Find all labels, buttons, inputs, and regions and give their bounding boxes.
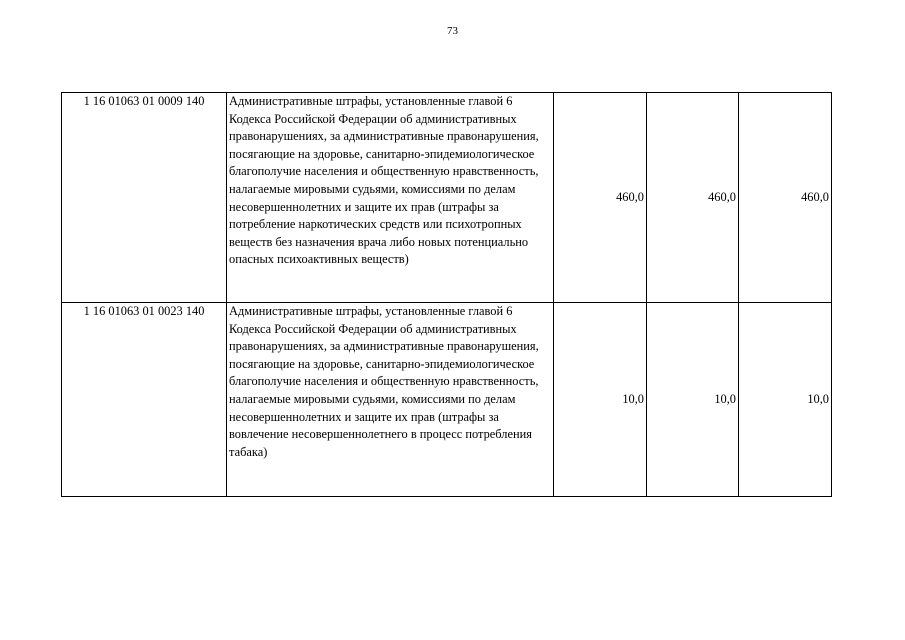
page-number: 73 [447, 25, 458, 37]
amount-cell-year-1: 10,0 [554, 303, 647, 497]
budget-code-cell: 1 16 01063 01 0009 140 [62, 93, 227, 303]
description-cell: Административные штрафы, установленные главой 6 Кодекса Российской Федерации об административных правонарушениях, за административные правонарушения, посягающие на здоровье, санитарно-эпидемиологическое благополучие населения и общественную нравственность, налагаемые мировыми судьями, комиссиями по делам несовершеннолетних и защите их прав (штрафы за вовлечение несовершеннолетнего в процесс потребления табака) [227, 303, 554, 497]
table-row [62, 303, 832, 497]
table-row [62, 93, 832, 303]
amount-cell-year-2: 460,0 [647, 93, 739, 303]
budget-table [61, 92, 832, 497]
description-cell: Административные штрафы, установленные главой 6 Кодекса Российской Федерации об административных правонарушениях, за административные правонарушения, посягающие на здоровье, санитарно-эпидемиологическое благополучие населения и общественную нравственность, налагаемые мировыми судьями, комиссиями по делам несовершеннолетних и защите их прав (штрафы за потребление наркотических средств или психотропных веществ без назначения врача либо новых потенциально опасных психоактивных веществ) [227, 93, 554, 303]
budget-code-cell: 1 16 01063 01 0023 140 [62, 303, 227, 497]
amount-cell-year-3: 460,0 [739, 93, 832, 303]
amount-cell-year-2: 10,0 [647, 303, 739, 497]
amount-cell-year-1: 460,0 [554, 93, 647, 303]
amount-cell-year-3: 10,0 [739, 303, 832, 497]
